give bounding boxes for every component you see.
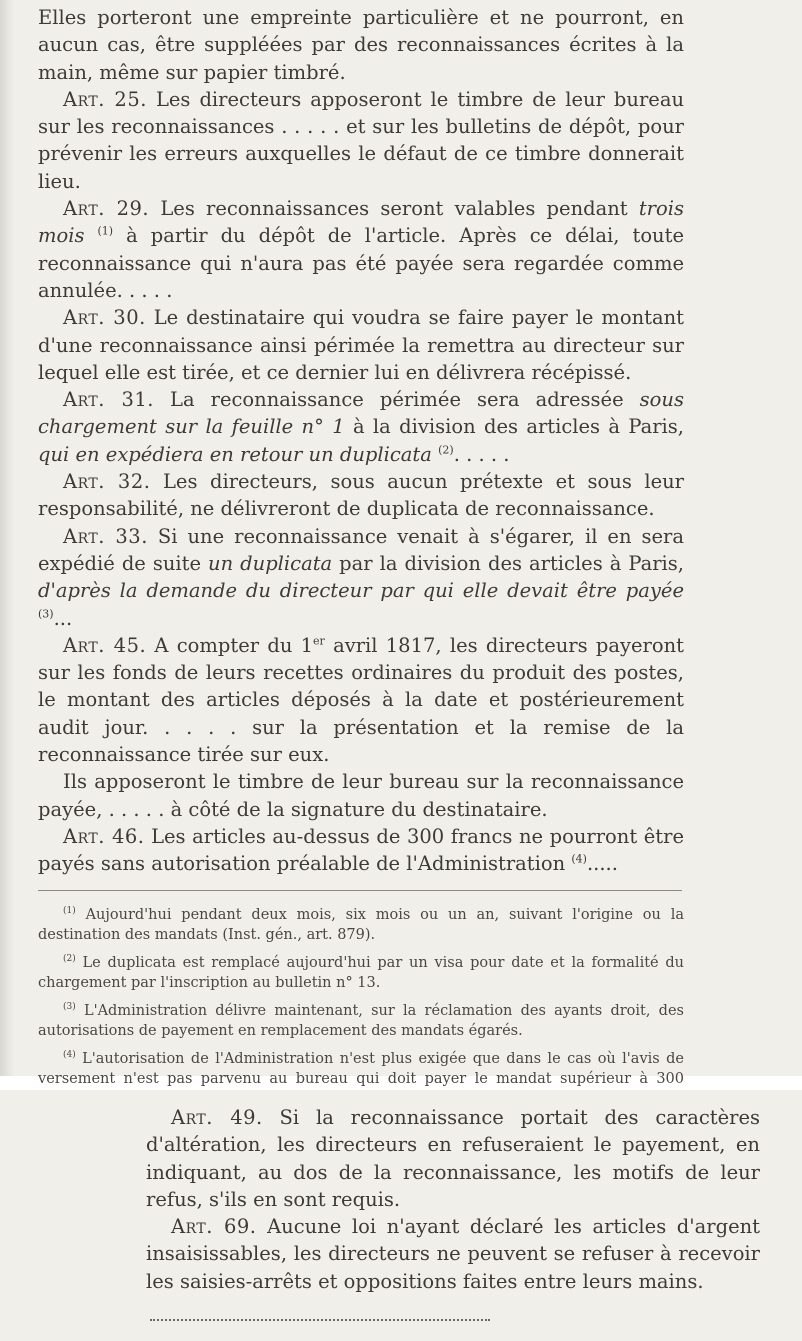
article-33 — [38, 523, 684, 632]
article-text: A compter du 1 — [146, 633, 314, 657]
footnote-number: (1) — [63, 905, 76, 916]
footnote-ref: (1) — [97, 224, 114, 238]
article-text: ... — [53, 606, 73, 630]
article-69 — [146, 1213, 760, 1295]
article-46 — [38, 823, 684, 878]
footnote-divider — [38, 890, 682, 891]
gutter-shadow — [0, 0, 14, 1076]
article-31 — [38, 386, 684, 468]
article-text: La reconnaissance périmée sera adressée — [153, 388, 640, 412]
article-text: Les directeurs apposeront le timbre de leur bureau sur les reconnaissances . . . . . et sur les bulletins de dépôt, pour prévenir les erreurs auxquelles le défaut de ce timbre donnerait lieu. — [38, 87, 685, 193]
article-label: Art. 33. — [63, 524, 148, 548]
ordinal-superscript: er — [313, 634, 325, 648]
footnote-text: Aujourd'hui pendant deux mois, six mois ou un an, suivant l'origine ou la destination des mandats (Inst. gén., art. 879). — [38, 906, 684, 943]
article-text: Si la reconnaissance portait des caractères d'altération, les directeurs en refuseraient le payement, en indiquant, au dos de la reconnaissance, les motifs de leur refus, s'ils en sont requis. — [146, 1106, 760, 1211]
article-text: par la division des articles à Paris, — [332, 551, 684, 575]
footnote-1 — [38, 905, 684, 946]
article-emphasis: sous chargement sur la feuille n° 1 — [38, 388, 684, 439]
article-emphasis: qui en expédiera en retour un duplicata — [38, 442, 432, 466]
footnote-2 — [38, 953, 684, 994]
paragraph-intro — [38, 4, 684, 86]
dotted-separator — [150, 1319, 490, 1321]
footnote-number: (3) — [63, 1001, 76, 1012]
footnote-number: (2) — [63, 953, 76, 964]
article-text: . . . . . — [453, 442, 510, 466]
article-text: à la division des articles à Paris, — [344, 415, 684, 439]
footnote-number: (4) — [63, 1049, 76, 1060]
article-text: Les articles au-dessus de 300 francs ne pourront être payés sans autorisation préalable de l'Administration — [38, 824, 684, 876]
article-text: Les reconnaissances seront valables pendant — [149, 197, 639, 221]
article-label: Art. 25. — [63, 87, 147, 111]
article-text: avril 1817, les directeurs payeront sur les fonds de leurs recettes ordinaires du produit des postes, le montant des articles déposés à la date et postérieurement audit jour. . . . . sur la présentation et la remise de la reconnaissance tirée sur eux. — [38, 633, 684, 767]
article-label: Art. 45. — [63, 633, 147, 657]
article-25 — [38, 86, 684, 195]
article-label: Art. 31. — [63, 388, 154, 412]
article-32 — [38, 468, 684, 523]
paragraph-text: Ils apposeront le timbre de leur bureau sur la reconnaissance payée, . . . . . à côté de la signature du destinataire. — [38, 770, 684, 821]
article-30 — [38, 304, 684, 386]
article-49 — [146, 1104, 760, 1213]
footnote-ref: (2) — [438, 443, 454, 457]
footnote-text: Le duplicata est remplacé aujourd'hui par un visa pour date et la formalité du chargement par l'inscription au bulletin n° 13. — [38, 954, 684, 991]
article-emphasis: d'après la demande du directeur par qui elle devait être payée — [38, 579, 684, 603]
article-45 — [38, 632, 684, 768]
footnote-ref: (4) — [571, 852, 587, 866]
article-label: Art. 49. — [171, 1106, 263, 1129]
article-text: Si une reconnaissance venait à s'égarer, il en sera expédié de suite — [38, 524, 685, 575]
paragraph-text: Elles porteront une empreinte particulière et ne pourront, en aucun cas, être suppléées par des reconnaissances écrites à la main, même sur papier timbré. — [38, 6, 684, 84]
article-label: Art. 29. — [63, 197, 150, 221]
article-label: Art. 46. — [63, 824, 145, 848]
article-label: Art. 32. — [63, 470, 151, 494]
article-text: Aucune loi n'ayant déclaré les articles d'argent insaisissables, les directeurs ne peuvent se refuser à recevoir les saisies-arrêts et oppositions faites entre leurs mains. — [146, 1215, 760, 1293]
article-text: à partir du dépôt de l'article. Après ce délai, toute reconnaissance qui n'aura pas été payée sera regardée comme annulée. . . . . — [38, 224, 684, 302]
footnote-text: L'Administration délivre maintenant, sur la réclamation des ayants droit, des autorisations de payement en remplacement des mandats égarés. — [38, 1002, 684, 1039]
article-emphasis: trois mois — [38, 197, 684, 248]
article-text: Le destinataire qui voudra se faire payer le montant d'une reconnaissance ainsi périmée la remettra au directeur sur lequel elle est tirée, et ce dernier lui en délivrera récépissé. — [38, 306, 685, 384]
article-text: Les directeurs, sous aucun prétexte et sous leur responsabilité, ne délivreront de duplicata de reconnaissance. — [38, 470, 685, 521]
page-bottom — [0, 1090, 802, 1341]
article-label: Art. 30. — [63, 306, 146, 330]
article-29 — [38, 195, 684, 304]
article-label: Art. 69. — [171, 1215, 257, 1239]
footnote-ref: (3) — [38, 607, 54, 621]
paragraph-stamp — [38, 768, 684, 823]
footnote-3 — [38, 1001, 684, 1042]
article-text: ..... — [586, 852, 618, 876]
article-emphasis: un duplicata — [208, 551, 333, 575]
footnote-text: L'autorisation de l'Administration n'est plus exigée que dans le cas où l'avis de versement n'est pas parvenu au bureau qui doit payer le mandat supérieur à 300 — [38, 1050, 684, 1087]
